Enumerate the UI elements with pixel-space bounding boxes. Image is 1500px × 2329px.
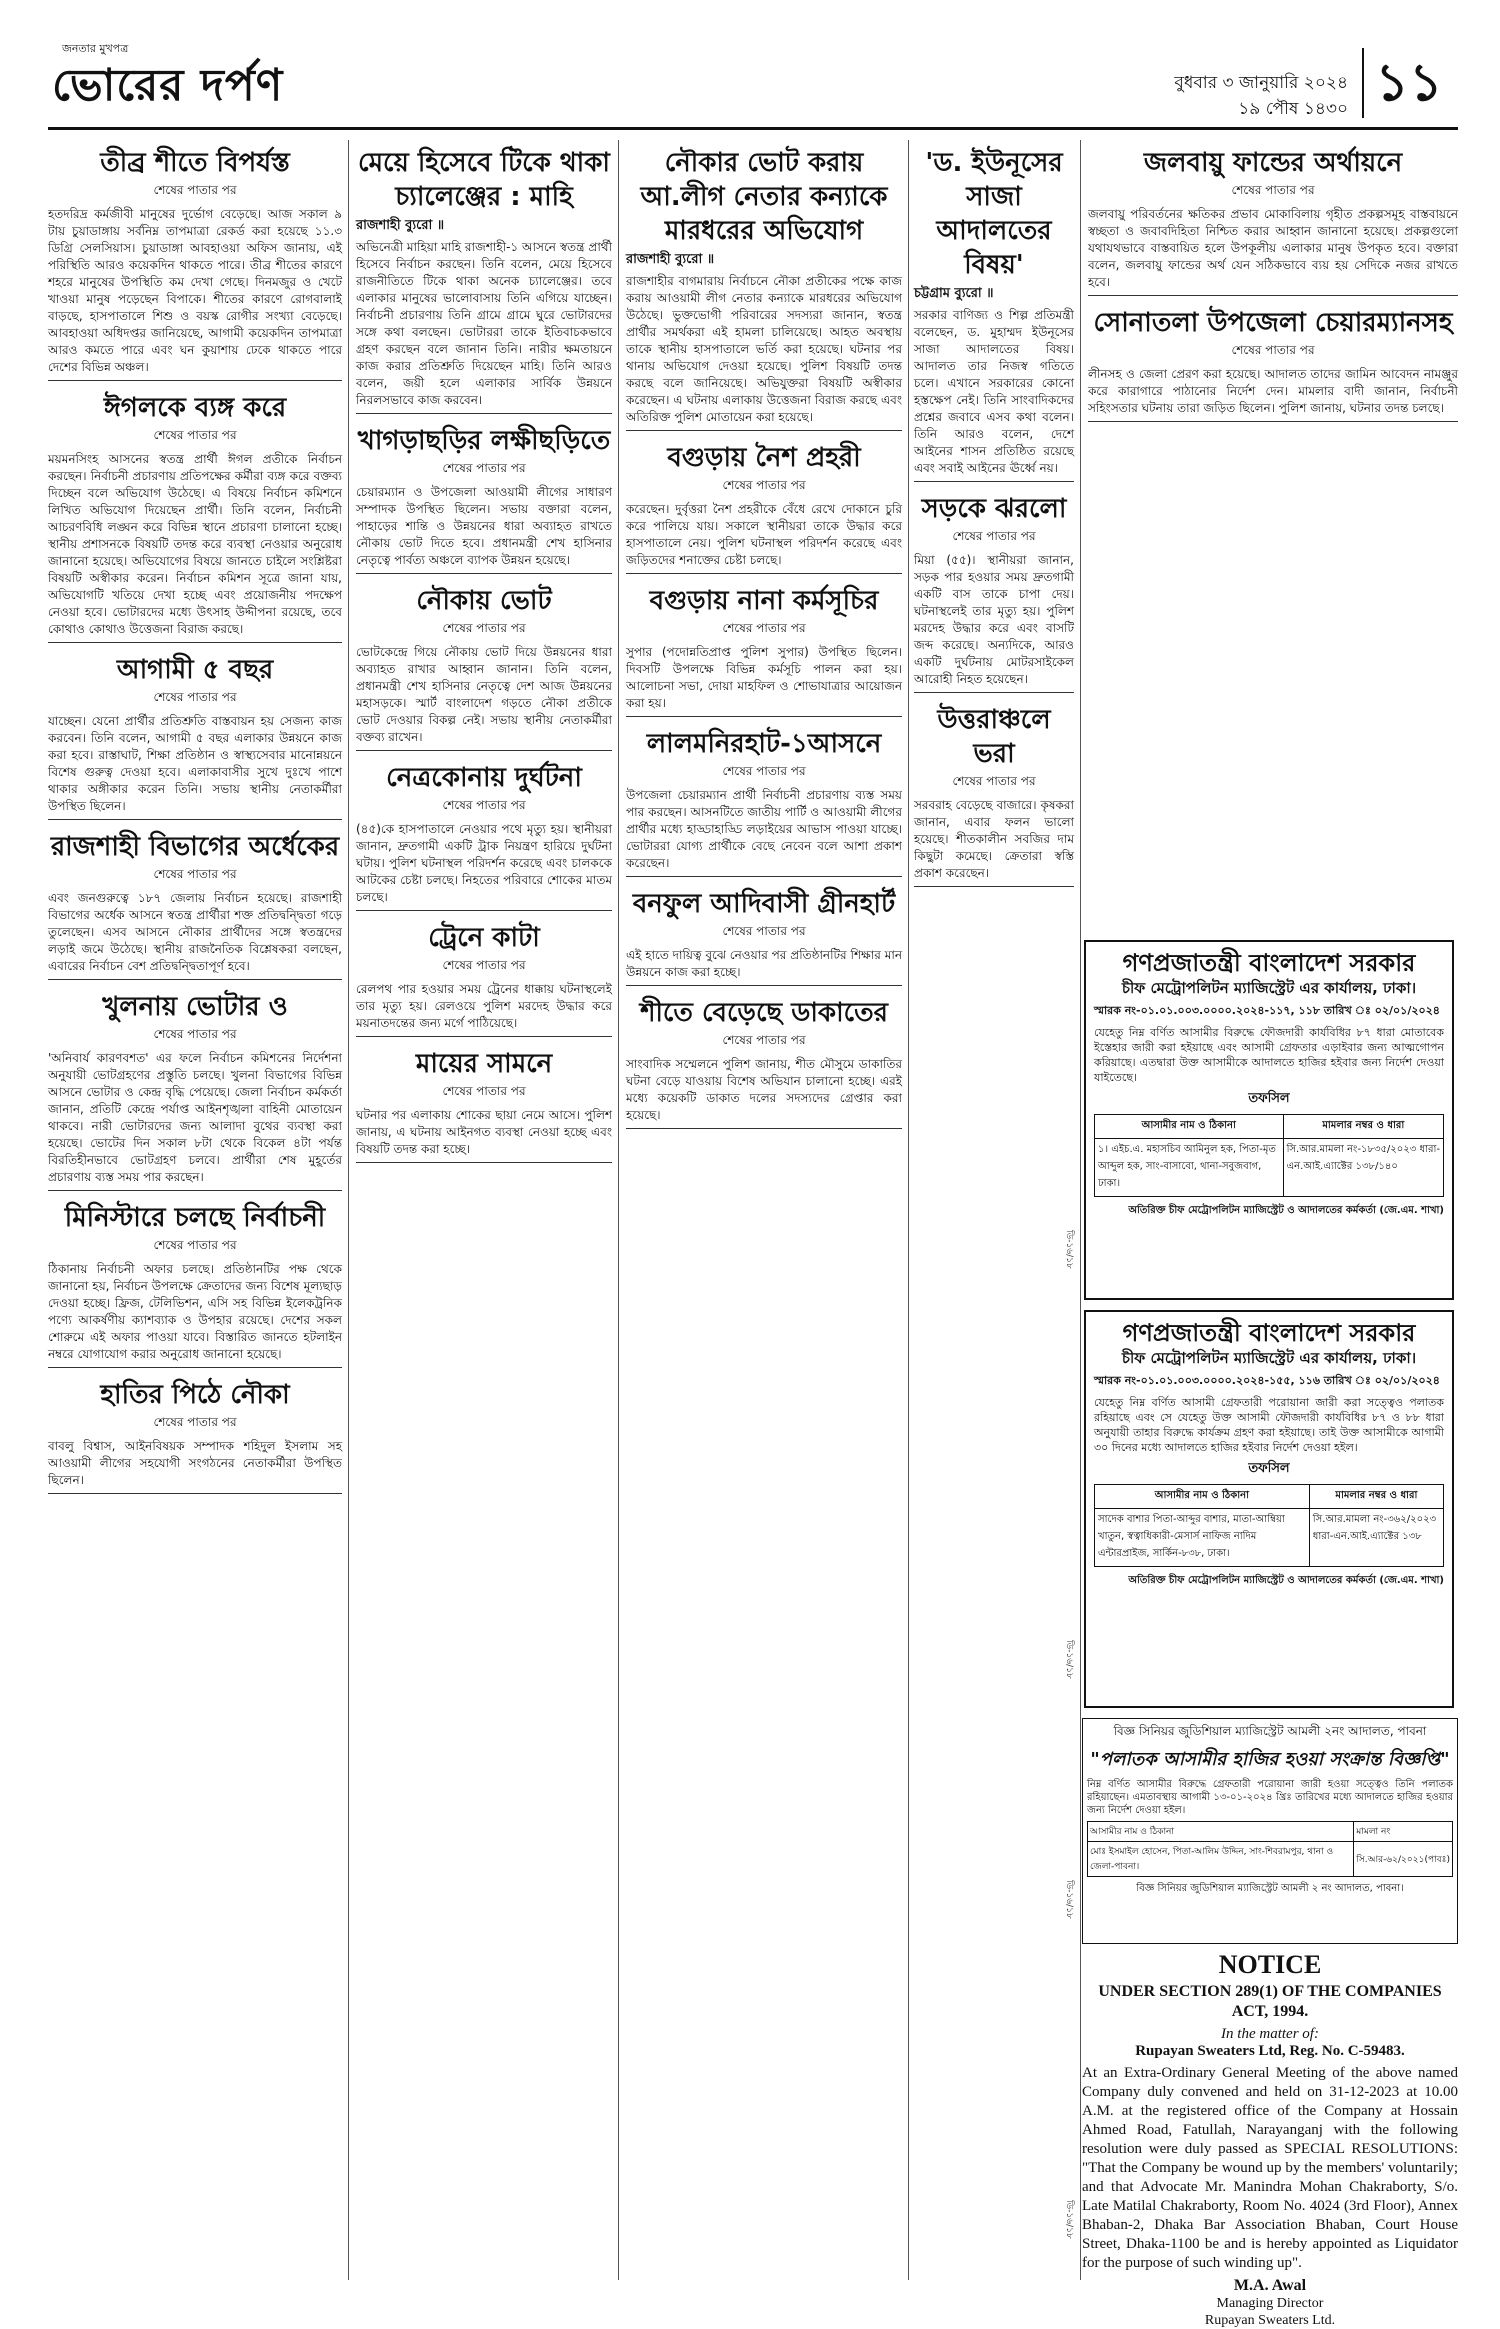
table-header: আসামীর নাম ও ঠিকানা <box>1095 1485 1310 1509</box>
news-article <box>356 921 612 1037</box>
notice-signature: অতিরিক্ত চীফ মেট্রোপলিটন ম্যাজিস্ট্রেট ও আদালতের কর্মকর্তা (জে.এম. শাখা) <box>1128 1205 1444 1216</box>
column-rule <box>348 140 349 2280</box>
news-article <box>356 1047 612 1163</box>
table-row <box>1095 1509 1444 1567</box>
table-cell: সি.আর-৬২/২০২১(পাবঃ) <box>1354 1842 1453 1877</box>
article-continuation: শেষের পাতার পর <box>722 924 806 938</box>
article-continuation: শেষের পাতার পর <box>1231 343 1315 357</box>
table-cell: মামলা নং <box>1354 1822 1453 1842</box>
article-continuation: শেষের পাতার পর <box>952 529 1036 543</box>
table-row <box>1088 1822 1453 1842</box>
article-headline: খাগড়াছড়ির লক্ষীছড়িতে <box>357 426 611 456</box>
notice-signature: অতিরিক্ত চীফ মেট্রোপলিটন ম্যাজিস্ট্রেট ও আদালতের কর্মকর্তা (জে.এম. শাখা) <box>1128 1575 1444 1586</box>
court-notice-title: "পলাতক আসামীর হাজির হওয়া সংক্রান্ত বিজ্ঞপ্তি" <box>1090 1749 1450 1770</box>
article-continuation: শেষের পাতার পর <box>153 428 237 442</box>
article-divider <box>626 1128 902 1129</box>
ad-code: ডি-১৬/১৮ <box>1064 1230 1074 1269</box>
court-notice-signature: বিজ্ঞ সিনিয়র জুডিশিয়াল ম্যাজিস্ট্রেট আমলী ২ নং আদালত, পাবনা। <box>1136 1883 1404 1894</box>
article-headline: লালমনিরহাট-১আসনে <box>646 729 882 759</box>
article-byline: রাজশাহী ব্যুরো ॥ <box>356 218 445 233</box>
article-divider <box>356 573 612 574</box>
article-continuation: শেষের পাতার পর <box>442 461 526 475</box>
news-article <box>48 653 342 820</box>
article-body: ঘটনার পর এলাকায় শোকের ছায়া নেমে আসে। পুলিশ জানায়, এ ঘটনায় আইনগত ব্যবস্থা নেওয়া হচ্ছে এবং বিষয়টি তদন্ত করা হচ্ছে। <box>356 1108 612 1156</box>
article-body: (৪৫)কে হাসপাতালে নেওয়ার পথে মৃত্যু হয়। স্থানীয়রা জানান, দ্রুতগামী একটি ট্রাক নিয়ন্ত্রণ হারিয়ে দুর্ঘটনা ঘটায়। পুলিশ ঘটনাস্থল পরিদর্শন করেছে এবং চালককে আটকের চেষ্টা চলছে। নিহতের পরিবারে শোকের মাতম চলছে। <box>356 822 612 904</box>
article-headline: 'ড. ইউনূসের সাজা আদালতের বিষয়' <box>925 148 1063 280</box>
article-divider <box>356 750 612 751</box>
table-row <box>1095 1139 1444 1197</box>
article-headline: ঈগলকে ব্যঙ্গ করে <box>103 393 287 423</box>
article-body: করেছেন। দুর্বৃত্তরা নৈশ প্রহরীকে বেঁধে রেখে দোকানে চুরি করে পালিয়ে যায়। সকালে স্থানীয়রা তাকে উদ্ধার করে হাসপাতালে নেয়। পুলিশ ঘটনাস্থল পরিদর্শন করেছে এবং জড়িতদের শনাক্তের চেষ্টা চলছে। <box>626 502 902 567</box>
article-body: উপজেলা চেয়ারম্যান প্রার্থী নির্বাচনী প্রচারণায় ব্যস্ত সময় পার করছেন। আসনটিতে জাতীয় পার্টি ও আওয়ামী লীগের প্রার্থীর মধ্যে হাড্ডাহাড্ডি লড়াইয়ের আভাস পাওয়া যাচ্ছে। ভোটাররা যোগ্য প্রার্থীকে বেছে নেবেন বলে আশা প্রকাশ করেছেন। <box>626 788 902 870</box>
article-body: এবং জনগুরুত্বে ১৮৭ জেলায় নির্বাচন হয়েছে। রাজশাহী বিভাগের অর্ধেক আসনে স্বতন্ত্র প্রার্থীরা শক্ত প্রতিদ্বন্দ্বিতা গড়ে তুলেছেন। এসব আসনে নৌকার প্রার্থীদের সঙ্গে স্বতন্ত্রদের লড়াই জমে উঠেছে। স্থানীয় রাজনৈতিক বিশ্লেষকরা বলছেন, এবারের নির্বাচন বেশ প্রতিদ্বন্দ্বিতাপূর্ণ হবে। <box>48 891 342 973</box>
news-article <box>48 1378 342 1494</box>
table-header: মামলার নম্বর ও ধারা <box>1283 1115 1443 1139</box>
article-continuation: শেষের পাতার পর <box>952 774 1036 788</box>
article-continuation: শেষের পাতার পর <box>153 1027 237 1041</box>
article-headline: মিনিস্টারে চলছে নির্বাচনী <box>64 1203 326 1233</box>
article-body: যাচ্ছেন। যেনো প্রার্থীর প্রতিশ্রুতি বাস্তবায়ন হয় সেজন্য কাজ করবেন। তিনি বলেন, আগামী ৫ বছর এলাকার উন্নয়নে কাজ করা হবে। রাস্তাঘাট, শিক্ষা প্রতিষ্ঠান ও স্বাস্থ্যসেবার মানোন্নয়নে বিশেষ গুরুত্ব দেওয়া হবে। এলাকাবাসীর সুখে দুঃখে পাশে থাকার অঙ্গীকার করেন তিনি। সভায় স্থানীয় নেতাকর্মীরা উপস্থিত ছিলেন। <box>48 714 342 813</box>
article-body: এই হাতে দায়িত্ব বুঝে নেওয়ার পর প্রতিষ্ঠানটির শিক্ষার মান উন্নয়নে কাজ করা হচ্ছে। <box>626 948 902 979</box>
notice-government-title: গণপ্রজাতন্ত্রী বাংলাদেশ সরকার <box>1122 949 1416 977</box>
ad-code: ডি-১৬/১৮ <box>1064 2200 1074 2239</box>
notice-title: NOTICE <box>1218 1950 1322 1979</box>
article-body: ময়মনসিংহ আসনের স্বতন্ত্র প্রার্থী ঈগল প্রতীকে নির্বাচন করছেন। নির্বাচনী প্রচারণায় প্রতিপক্ষের কর্মীরা ব্যঙ্গ করে বক্তব্য দিচ্ছেন বলে অভিযোগ উঠেছে। এ বিষয়ে নির্বাচন কমিশনে লিখিত অভিযোগ দিয়েছেন প্রার্থী। তিনি বলেন, নির্বাচনী আচরণবিধি লঙ্ঘন করে বিভিন্ন স্থানে প্রচারণা চালানো হচ্ছে। স্থানীয় প্রশাসনকে বিষয়টি তদন্ত করে ব্যবস্থা নেওয়ার অনুরোধ জানানো হয়েছে। অভিযোগের বিষয়ে জানতে চাইলে সংশ্লিষ্টরা বিষয়টি অস্বীকার করেন। নির্বাচন কমিশন সূত্রে জানা যায়, অভিযোগটি খতিয়ে দেখা হচ্ছে এবং প্রয়োজনীয় পদক্ষেপ নেওয়া হবে। ভোটারদের মধ্যে উৎসাহ উদ্দীপনা রয়েছে, তবে কোথাও কোথাও উত্তেজনা বিরাজ করছে। <box>48 452 342 636</box>
column-rule <box>908 140 909 2280</box>
news-article <box>48 146 342 381</box>
article-headline: শীতে বেড়েছে ডাকাতের <box>640 998 888 1028</box>
column-2 <box>356 140 612 2280</box>
article-divider <box>48 979 342 980</box>
article-headline: জলবায়ু ফান্ডের অর্থায়নে <box>1143 148 1403 178</box>
article-body: ভোটকেন্দ্রে গিয়ে নৌকায় ভোট দিয়ে উন্নয়নের ধারা অব্যাহত রাখার আহ্বান জানান। তিনি বলেন, প্রধানমন্ত্রী শেখ হাসিনার নেতৃত্বে দেশ আজ উন্নয়নের মহাসড়কে। স্মার্ট বাংলাদেশ গড়তে নৌকা প্রতীকে ভোট দেওয়ার বিকল্প নেই। সভায় স্থানীয় নেতাকর্মীরা বক্তব্য রাখেন। <box>356 645 612 744</box>
article-body: 'অনিবার্য কারণবশত' এর ফলে নির্বাচন কমিশনের নির্দেশনা অনুযায়ী ভোটগ্রহণের প্রস্তুতি চলছে। খুলনা বিভাগের বিভিন্ন আসনে ভোটার ও কেন্দ্র বৃদ্ধি পেয়েছে। জেলা নির্বাচন কর্মকর্তা জানান, প্রতিটি কেন্দ্রে পর্যাপ্ত আইনশৃঙ্খলা বাহিনী মোতায়েন থাকবে। নারী ভোটারদের জন্য আলাদা বুথের ব্যবস্থা করা হয়েছে। ভোটের দিন সকাল ৮টা থেকে বিকেল ৪টা পর্যন্ত বিরতিহীনভাবে ভোটগ্রহণ চলবে। প্রার্থীরা শেষ মুহূর্তের প্রচারণায় ব্যস্ত সময় পার করছেন। <box>48 1051 342 1184</box>
table-row <box>1088 1842 1453 1877</box>
masthead <box>48 38 1458 130</box>
news-article <box>356 584 612 751</box>
article-divider <box>356 413 612 414</box>
court-name: বিজ্ঞ সিনিয়র জুডিশিয়াল ম্যাজিস্ট্রেট আমলী ২নং আদালত, পাবনা <box>1113 1724 1427 1738</box>
article-headline: বগুড়ায় নৈশ প্রহরী <box>667 443 861 473</box>
article-divider <box>1088 295 1458 296</box>
ad-code: ডি-১৬/১৮ <box>1064 1880 1074 1919</box>
article-continuation: শেষের পাতার পর <box>722 1033 806 1047</box>
news-article <box>1088 306 1458 422</box>
column-5 <box>1088 140 1458 930</box>
article-headline: খুলনায় ভোটার ও <box>102 992 288 1022</box>
article-byline: রাজশাহী ব্যুরো ॥ <box>626 252 715 267</box>
article-divider <box>356 910 612 911</box>
article-continuation: শেষের পাতার পর <box>153 1415 237 1429</box>
notice-company-footer: Rupayan Sweaters Ltd. <box>1204 2313 1336 2328</box>
article-headline: মেয়ে হিসেবে টিকে থাকা চ্যালেঞ্জের : মাহি <box>358 148 610 212</box>
article-continuation: শেষের পাতার পর <box>442 798 526 812</box>
article-body: সুপার (পদোন্নতিপ্রাপ্ত পুলিশ সুপার) উপস্থিত ছিলেন। দিবসটি উপলক্ষে বিভিন্ন কর্মসূচি পালন করা হয়। আলোচনা সভা, দোয়া মাহফিল ও শোভাযাত্রার আয়োজন করা হয়। <box>626 645 902 710</box>
table-header: মামলার নম্বর ও ধারা <box>1309 1485 1443 1509</box>
article-headline: নৌকার ভোট করায় আ.লীগ নেতার কন্যাকে মারধরের অভিযোগ <box>640 148 888 246</box>
article-body: রেলপথ পার হওয়ার সময় ট্রেনের ধাক্কায় ঘটনাস্থলেই তার মৃত্যু হয়। রেলওয়ে পুলিশ মরদেহ উদ্ধার করে ময়নাতদন্তের জন্য মর্গে পাঠিয়েছে। <box>356 982 612 1030</box>
article-divider <box>48 1367 342 1368</box>
date-bangla: ১৯ পৌষ ১৪৩০ <box>1238 99 1348 119</box>
english-notice <box>1082 1950 1458 2328</box>
article-headline: নেত্রকোনায় দুর্ঘটনা <box>386 763 582 793</box>
news-article <box>626 996 902 1129</box>
court-notice-table <box>1087 1821 1453 1877</box>
notice-text: যেহেতু নিম্ন বর্ণিত আসামী গ্রেফতারী পরোয়ানা জারী করা সত্ত্বেও পলাতক রহিয়াছে এবং সে যেহেতু উক্ত আসামী ফৌজদারী কার্যবিধির ৮৭ ও ৮৮ ধারা অনুযায়ী তাহার বিরুদ্ধে কার্যক্রম গ্রহণ করা হইয়াছে। তাই উক্ত আসামীকে আগামী ৩০ দিনের মধ্যে আদালতে হাজির হইবার নির্দেশ দেওয়া হইল। <box>1094 1396 1444 1454</box>
article-continuation: শেষের পাতার পর <box>153 1238 237 1252</box>
article-body: সরকার বাণিজ্য ও শিল্প প্রতিমন্ত্রী বলেছেন, ড. মুহাম্মদ ইউনূসের সাজা আদালতের বিষয়। আদালত তার নিজস্ব গতিতে চলে। এখানে সরকারের কোনো হস্তক্ষেপ নেই। তিনি সাংবাদিকদের প্রশ্নের জবাবে এসব কথা বলেন। তিনি আরও বলেন, দেশে আইনের শাসন প্রতিষ্ঠিত রয়েছে এবং সবাই আইনের ঊর্ধ্বে নয়। <box>914 308 1074 475</box>
column-rule <box>1080 140 1081 2280</box>
news-article <box>48 830 342 980</box>
news-article <box>914 492 1074 693</box>
article-continuation: শেষের পাতার পর <box>442 958 526 972</box>
article-divider <box>356 1162 612 1163</box>
article-headline: হাতির পিঠে নৌকা <box>100 1380 290 1410</box>
article-headline: রাজশাহী বিভাগের অর্ধেকের <box>50 832 340 862</box>
article-body: অভিনেত্রী মাহিয়া মাহি রাজশাহী-১ আসনে স্বতন্ত্র প্রার্থী হিসেবে নির্বাচন করছেন। তিনি বলেন, মেয়ে হিসেবে রাজনীতিতে টিকে থাকা অনেক চ্যালেঞ্জের। তবে এলাকার মানুষের ভালোবাসায় তিনি এগিয়ে যাচ্ছেন। নির্বাচনী প্রচারণায় তিনি গ্রামে গ্রামে ঘুরে ভোটারদের সঙ্গে কথা বলছেন। ভোটাররা তাকে ইতিবাচকভাবে গ্রহণ করছেন বলে জানান তিনি। নারীর ক্ষমতায়নে কাজ করার প্রতিশ্রুতি দিয়েছেন মাহি। তিনি আরও বলেন, জয়ী হলে এলাকার সার্বিক উন্নয়নে নিরলসভাবে কাজ করবেন। <box>356 240 612 407</box>
article-divider <box>1088 421 1458 422</box>
article-divider <box>914 692 1074 693</box>
article-headline: বনফুল আদিবাসী গ্রীনহার্ট <box>632 889 896 919</box>
notice-office: চীফ মেট্রোপলিটন ম্যাজিস্ট্রেট এর কার্যালয়, ঢাকা। <box>1121 979 1417 997</box>
article-headline: সোনাতলা উপজেলা চেয়ারম্যানসহ <box>1093 308 1453 338</box>
date-line <box>1174 70 1348 122</box>
page-number: ১১ <box>1362 48 1454 118</box>
table-cell: সি.আর.মামলা নং-৩৬২/২০২৩ ধারা-এন.আই.এ্যাক্টের ১৩৮ <box>1309 1509 1443 1567</box>
court-notice <box>1082 1718 1458 1944</box>
news-article <box>356 761 612 911</box>
article-body: ঠিকানায় নির্বাচনী অফার চলছে। প্রতিষ্ঠানটির পক্ষ থেকে জানানো হয়, নির্বাচন উপলক্ষে ক্রেতাদের জন্য বিশেষ মূল্যছাড় দেওয়া হচ্ছে। ফ্রিজ, টেলিভিশন, এসি সহ বিভিন্ন ইলেকট্রনিক পণ্যে আকর্ষণীয় ক্যাশব্যাক ও উপহার রয়েছে। দেশের সকল শোরুমে এই অফার পাওয়া যাবে। বিস্তারিত জানতে হটলাইন নম্বরে যোগাযোগ করার অনুরোধ জানানো হয়েছে। <box>48 1262 342 1361</box>
government-notice-1 <box>1084 940 1454 1300</box>
article-continuation: শেষের পাতার পর <box>722 478 806 492</box>
article-body: চেয়ারম্যান ও উপজেলা আওয়ামী লীগের সাধারণ সম্পাদক উপস্থিত ছিলেন। সভায় বক্তারা বলেন, পাহাড়ের শান্তি ও উন্নয়নের ধারা অব্যাহত রাখতে নৌকায় ভোট দিতে হবে। প্রধানমন্ত্রী শেখ হাসিনার নেতৃত্বে পার্বত্য অঞ্চলে ব্যাপক উন্নয়ন হয়েছে। <box>356 485 612 567</box>
article-divider <box>626 876 902 877</box>
article-body: মিয়া (৫৫)। স্থানীয়রা জানান, সড়ক পার হওয়ার সময় দ্রুতগামী একটি বাস তাকে চাপা দেয়। ঘটনাস্থলেই তার মৃত্যু হয়। পুলিশ মরদেহ উদ্ধার করে এবং বাসটি জব্দ করেছে। অন্যদিকে, আরও একটি দুর্ঘটনায় মোটরসাইকেল আরোহী নিহত হয়েছেন। <box>914 553 1074 686</box>
notice-office: চীফ মেট্রোপলিটন ম্যাজিস্ট্রেট এর কার্যালয়, ঢাকা। <box>1121 1349 1417 1367</box>
table-cell: সাদেক বাশার পিতা-আব্দুর বাশার, মাতা-আম্বিয়া খাতুন, স্বত্বাধিকারী-মেসার্স নাফিজ নাদিম এন্টারপ্রাইজ, সার্কিন-৮৩৮, ঢাকা। <box>1095 1509 1310 1567</box>
article-headline: ট্রেনে কাটা <box>428 923 540 953</box>
article-continuation: শেষের পাতার পর <box>722 764 806 778</box>
news-article <box>48 1201 342 1368</box>
newspaper-logo: ভোরের দর্পণ <box>52 60 284 111</box>
article-divider <box>356 1036 612 1037</box>
article-headline: বগুড়ায় নানা কর্মসূচির <box>649 586 879 616</box>
article-body: বাবলু বিশ্বাস, আইনবিষয়ক সম্পাদক শহিদুল ইসলাম সহ আওয়ামী লীগের সহযোগী সংগঠনের নেতাকর্মীরা উপস্থিত ছিলেন। <box>48 1439 342 1487</box>
article-divider <box>48 819 342 820</box>
notice-schedule-title: তফসিল <box>1248 1461 1290 1476</box>
article-byline: চট্টগ্রাম ব্যুরো ॥ <box>914 286 994 301</box>
article-continuation: শেষের পাতার পর <box>722 621 806 635</box>
article-divider <box>48 642 342 643</box>
table-cell: ১। এইচ.এ. মহাসচিব আমিনুল হক, পিতা-মৃত আব্দুল হক, সাং-বাসাবো, থানা-সবুজবাগ, ঢাকা। <box>1095 1139 1284 1197</box>
article-headline: উত্তরাঞ্চলে ভরা <box>937 705 1051 769</box>
column-1 <box>48 140 342 2280</box>
article-headline: তীব্র শীতে বিপর্যস্ত <box>100 148 290 178</box>
notice-schedule-table <box>1094 1114 1444 1197</box>
notice-government-title: গণপ্রজাতন্ত্রী বাংলাদেশ সরকার <box>1122 1319 1416 1347</box>
article-headline: সড়কে ঝরলো <box>921 494 1067 524</box>
logo-tagline: জনতার মুখপত্র <box>62 42 129 55</box>
news-article <box>626 887 902 986</box>
notice-text: যেহেতু নিম্ন বর্ণিত আসামীর বিরুদ্ধে ফৌজদারী কার্যবিধির ৮৭ ধারা মোতাবেক ইস্তেহার জারী করা হইয়াছে এবং আসামী গ্রেফতার এড়াইবার জন্য আত্মগোপন করিয়াছে। এতদ্বারা উক্ত আসামীকে আদালতে হাজির হইবার জন্য নির্দেশ দেওয়া যাইতেছে। <box>1094 1026 1444 1084</box>
article-headline: আগামী ৫ বছর <box>116 655 274 685</box>
article-body: জলবায়ু পরিবর্তনের ক্ষতিকর প্রভাব মোকাবিলায় গৃহীত প্রকল্পসমূহ বাস্তবায়নে স্বচ্ছতা ও জবাবদিহিতা নিশ্চিত করার আহ্বান জানানো হয়েছে। প্রকল্পগুলো যথাযথভাবে বাস্তবায়িত হলে উপকূলীয় এলাকার মানুষ উপকৃত হবে। বক্তারা বলেন, জলবায়ু ফান্ডের অর্থ যেন সঠিকভাবে ব্যয় হয় সেদিকে নজর রাখতে হবে। <box>1088 207 1458 289</box>
article-body: লীনসহ ও জেলা প্রেরণ করা হয়েছে। আদালত তাদের জামিন আবেদন নামঞ্জুর করে কারাগারে পাঠানোর নির্দেশ দেন। মামলার বাদী জানান, নির্বাচনী সহিংসতার ঘটনায় তারা জড়িত ছিলেন। পুলিশ জানায়, ঘটনার তদন্ত চলছে। <box>1088 367 1458 415</box>
date-english: বুধবার ৩ জানুয়ারি ২০২৪ <box>1174 73 1348 93</box>
article-body: হতদরিদ্র কর্মজীবী মানুষের দুর্ভোগ বেড়েছে। আজ সকাল ৯ টায় চুয়াডাঙ্গায় সর্বনিম্ন তাপমাত্রা রেকর্ড করা হয়েছে ১১.৩ ডিগ্রি সেলসিয়াস। চুয়াডাঙ্গা আবহাওয়া অফিস জানায়, এই পরিস্থিতি আরও কয়েকদিন থাকতে পারে। তীব্র শীতের কারণে শহরে মানুষের উপস্থিতি কম দেখা গেছে। দিনমজুর ও খেটে খাওয়া মানুষ পড়েছেন বিপাকে। শীতের কারণে রোগবালাই বাড়ছে, হাসপাতালে শিশু ও বয়স্ক রোগীর সংখ্যা বেড়েছে। আবহাওয়া অধিদপ্তর জানিয়েছে, আগামী কয়েকদিন তাপমাত্রা আরও কমতে পারে এবং ঘন কুয়াশায় ঢেকে থাকতে পারে দেশের বিভিন্ন অঞ্চল। <box>48 207 342 374</box>
notice-schedule-title: তফসিল <box>1248 1091 1290 1106</box>
notice-body: At an Extra-Ordinary General Meeting of the above named Company duly convened and held on 31-12-2023 at 10.00 A.M. at the registered office of the Company at Hossain Ahmed Road, Fatullah, Narayanganj with the following resolution were duly passed as SPECIAL RESOLUTIONS: "That the Company be wound up by the members' voluntarily; and that Advocate Mr. Manindra Mohan Chakraborty, S/o. Late Matilal Chakraborty, Room No. 4024 (3rd Floor), Annex Bhaban-2, Dhaka Bar Association Bhaban, Court House Street, Dhaka-1100 be and is hereby appointed as Liquidator for the purpose of such winding up". <box>1082 2065 1458 2271</box>
column-3 <box>626 140 902 2280</box>
table-cell: আসামীর নাম ও ঠিকানা <box>1088 1822 1354 1842</box>
news-article <box>356 424 612 574</box>
column-rule <box>618 140 619 2280</box>
news-article <box>626 727 902 877</box>
article-divider <box>914 481 1074 482</box>
notice-signer: M.A. Awal <box>1233 2277 1307 2294</box>
article-divider <box>626 716 902 717</box>
article-divider <box>626 573 902 574</box>
table-cell: মোঃ ইসমাইল হোসেন, পিতা-আলিম উদ্দিন, সাং-শিবরামপুর, থানা ও জেলা-পাবনা। <box>1088 1842 1354 1877</box>
article-divider <box>626 985 902 986</box>
government-notice-2 <box>1084 1310 1454 1708</box>
notice-reference: স্মারক নং-০১.০১.০০৩.০০০০.২০২৪-১৫৫, ১১৬ তারিখ ঃ ০২/০১/২০২৪ <box>1094 1374 1440 1387</box>
table-cell: সি.আর.মামলা নং-১৮৩৫/২০২৩ ধারা-এন.আই.এ্যাক্টের ১৩৮/১৪০ <box>1283 1139 1443 1197</box>
article-continuation: শেষের পাতার পর <box>153 183 237 197</box>
article-body: সাংবাদিক সম্মেলনে পুলিশ জানায়, শীত মৌসুমে ডাকাতির ঘটনা বেড়ে যাওয়ায় বিশেষ অভিযান চালানো হচ্ছে। এরই মধ্যে কয়েকটি ডাকাত দলের সদস্যদের গ্রেপ্তার করা হয়েছে। <box>626 1057 902 1122</box>
article-continuation: শেষের পাতার পর <box>442 1084 526 1098</box>
news-article <box>48 391 342 643</box>
news-article <box>626 441 902 574</box>
article-divider <box>914 886 1074 887</box>
notice-section: UNDER SECTION 289(1) OF THE COMPANIES ACT, 1994. <box>1098 1983 1442 2020</box>
news-article <box>48 990 342 1191</box>
court-notice-text: নিম্ন বর্ণিত আসামীর বিরুদ্ধে গ্রেফতারী পরোয়ানা জারী হওয়া সত্ত্বেও তিনি পলাতক রহিয়াছেন। এমতাবস্থায় আগামী ১৩-০১-২০২৪ খ্রিঃ তারিখের মধ্যে আদালতে হাজির হওয়ার জন্য নির্দেশ দেওয়া হইল। <box>1087 1779 1453 1816</box>
news-article <box>626 146 902 431</box>
article-continuation: শেষের পাতার পর <box>442 621 526 635</box>
article-divider <box>48 1190 342 1191</box>
article-body: সরবরাহ বেড়েছে বাজারে। কৃষকরা জানান, এবার ফলন ভালো হয়েছে। শীতকালীন সবজির দাম কিছুটা কমেছে। ক্রেতারা স্বস্তি প্রকাশ করেছেন। <box>914 798 1074 880</box>
ad-code: ডি-১৬/১৮ <box>1064 1640 1074 1679</box>
notice-designation: Managing Director <box>1216 2296 1324 2311</box>
article-divider <box>48 1493 342 1494</box>
article-divider <box>48 380 342 381</box>
news-article <box>914 703 1074 887</box>
notice-company: Rupayan Sweaters Ltd, Reg. No. C-59483. <box>1135 2043 1405 2059</box>
news-article <box>356 146 612 414</box>
notice-schedule-table <box>1094 1484 1444 1567</box>
table-header: আসামীর নাম ও ঠিকানা <box>1095 1115 1284 1139</box>
article-continuation: শেষের পাতার পর <box>153 867 237 881</box>
news-article <box>626 584 902 717</box>
article-headline: নৌকায় ভোট <box>416 586 552 616</box>
column-4 <box>914 140 1074 2280</box>
article-body: রাজশাহীর বাগমারায় নির্বাচনে নৌকা প্রতীকের পক্ষে কাজ করায় আওয়ামী লীগ নেতার কন্যাকে মারধরের অভিযোগ উঠেছে। ভুক্তভোগী পরিবারের সদস্যরা জানান, স্বতন্ত্র প্রার্থীর সমর্থকরা এই হামলা চালিয়েছে। আহত অবস্থায় তাকে স্থানীয় হাসপাতালে ভর্তি করা হয়েছে। ঘটনার পর থানায় অভিযোগ দেওয়া হয়েছে। পুলিশ বিষয়টি তদন্ত করছে বলে জানিয়েছে। অভিযুক্তরা বিষয়টি অস্বীকার করেছেন। এ ঘটনায় এলাকায় উত্তেজনা বিরাজ করছে এবং অতিরিক্ত পুলিশ মোতায়েন করা হয়েছে। <box>626 274 902 424</box>
article-continuation: শেষের পাতার পর <box>1231 183 1315 197</box>
article-continuation: শেষের পাতার পর <box>153 690 237 704</box>
notice-reference: স্মারক নং-০১.০১.০০৩.০০০০.২০২৪-১১৭, ১১৮ তারিখ ঃ ০২/০১/২০২৪ <box>1094 1004 1440 1017</box>
news-article <box>1088 146 1458 296</box>
news-article <box>914 146 1074 482</box>
article-divider <box>626 430 902 431</box>
notice-matter: In the matter of: <box>1221 2026 1319 2042</box>
article-headline: মায়ের সামনে <box>415 1049 553 1079</box>
